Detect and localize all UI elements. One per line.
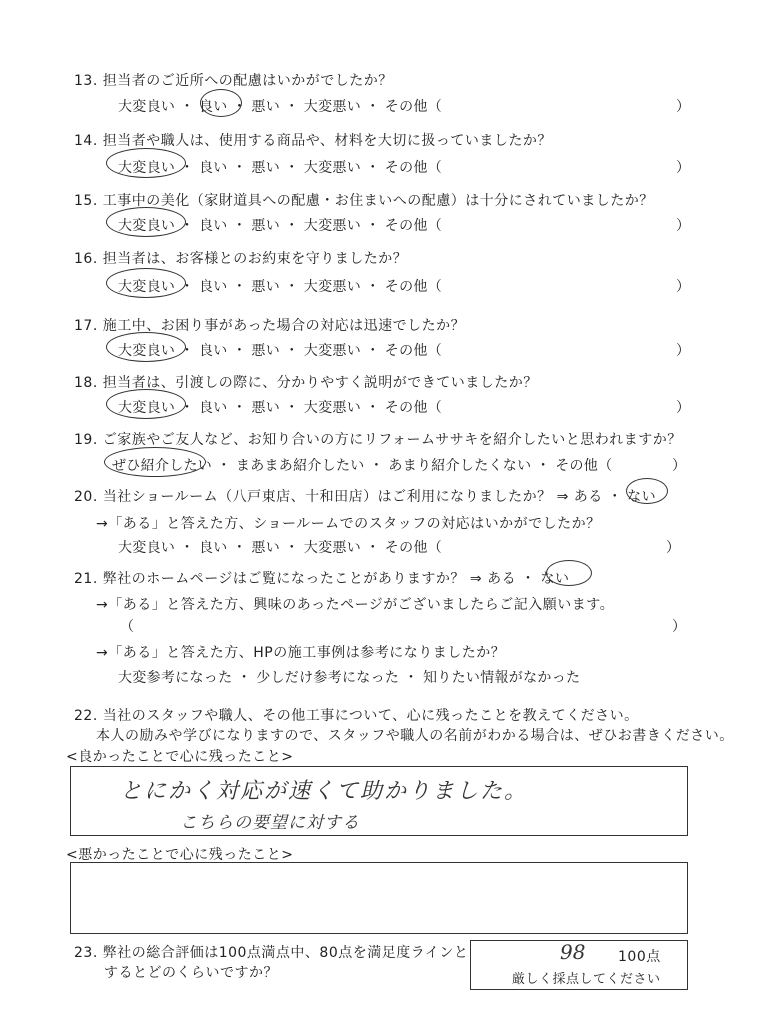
q21-circle-mark (546, 560, 592, 586)
q20-options[interactable]: 大変良い ・ 良い ・ 悪い ・ 大変悪い ・ その他（ (118, 540, 442, 556)
score-note: 厳しく採点してください (512, 972, 661, 987)
q21-paren-close: ） (672, 619, 687, 635)
q21-options[interactable]: 大変参考になった ・ 少しだけ参考になった ・ 知りたい情報がなかった (118, 670, 581, 686)
q16-circle-mark (106, 268, 186, 298)
good-comment-line1: とにかく対応が速くて助かりました。 (120, 779, 529, 804)
q21-question: 21. 弊社のホームページはご覧になったことがありますか？ ⇒ ある ・ ない (74, 571, 570, 587)
q13-close: ） (676, 99, 691, 115)
q17-options[interactable]: 大変良い ・ 良い ・ 悪い ・ 大変悪い ・ その他（ (118, 343, 442, 359)
q18-circle-mark (106, 389, 186, 419)
q20-circle-mark (626, 478, 668, 504)
q21-sub2: →「ある」と答えた方、HPの施工事例は参考になりましたか？ (96, 645, 506, 661)
q23-question-line1: 23. 弊社の総合評価は100点満点中、80点を満足度ラインと (74, 945, 469, 961)
score-value: 98 (560, 940, 586, 964)
q18-options[interactable]: 大変良い ・ 良い ・ 悪い ・ 大変悪い ・ その他（ (118, 400, 442, 416)
q14-circle-mark (106, 148, 186, 178)
q13-question: 13. 担当者のご近所への配慮はいかがでしたか？ (74, 73, 393, 89)
good-label: <良かったことで心に残ったこと> (66, 749, 294, 765)
q19-options[interactable]: ぜひ紹介したい ・ まあまあ紹介したい ・ あまり紹介したくない ・ その他（ (112, 458, 613, 474)
q20-question: 20. 当社ショールーム（八戸東店、十和田店）はご利用になりましたか？ ⇒ ある ・ ない (74, 489, 657, 505)
good-comment-line2: こちらの要望に対する (180, 813, 360, 833)
q18-close: ） (676, 400, 691, 416)
q19-close: ） (672, 458, 687, 474)
q20-close: ） (666, 540, 681, 556)
q18-question: 18. 担当者は、引渡しの際に、分かりやすく説明ができていましたか？ (74, 375, 538, 391)
q17-circle-mark (106, 332, 186, 362)
q22-note: 本人の励みや学びになりますので、スタッフや職人の名前がわかる場合は、ぜひお書きください。 (96, 728, 734, 744)
q15-question: 15. 工事中の美化（家財道具への配慮・お住まいへの配慮）は十分にされていましたか？ (74, 193, 654, 209)
q16-question: 16. 担当者は、お客様とのお約束を守りましたか？ (74, 251, 408, 267)
q15-close: ） (676, 218, 691, 234)
q20-sub: →「ある」と答えた方、ショールームでのスタッフの対応はいかがでしたか？ (96, 516, 601, 532)
q22-question: 22. 当社のスタッフや職人、その他工事について、心に残ったことを教えてください。 (74, 708, 639, 724)
q14-close: ） (676, 160, 691, 176)
q23-question-line2: するとどのくらいですか？ (104, 965, 278, 981)
q19-question: 19. ご家族やご友人など、お知り合いの方にリフォームササキを紹介したいと思われますか？ (74, 432, 682, 448)
q17-close: ） (676, 343, 691, 359)
q16-options[interactable]: 大変良い ・ 良い ・ 悪い ・ 大変悪い ・ その他（ (118, 279, 442, 295)
q14-options[interactable]: 大変良い ・ 良い ・ 悪い ・ 大変悪い ・ その他（ (118, 160, 442, 176)
points-label: 100点 (618, 949, 661, 965)
q21-paren-open[interactable]: （ (120, 619, 135, 635)
q14-question: 14. 担当者や職人は、使用する商品や、材料を大切に扱っていましたか？ (74, 133, 552, 149)
q13-options[interactable]: 大変良い ・ 良い ・ 悪い ・ 大変悪い ・ その他（ (118, 99, 442, 115)
q15-options[interactable]: 大変良い ・ 良い ・ 悪い ・ 大変悪い ・ その他（ (118, 218, 442, 234)
bad-comment-box[interactable] (70, 862, 688, 934)
q13-circle-mark (200, 89, 242, 117)
q19-circle-mark (104, 447, 206, 477)
q15-circle-mark (106, 207, 186, 237)
bad-label: <悪かったことで心に残ったこと> (66, 847, 294, 863)
q16-close: ） (676, 279, 691, 295)
q21-sub1: →「ある」と答えた方、興味のあったページがございましたらご記入願います。 (96, 597, 615, 613)
q17-question: 17. 施工中、お困り事があった場合の対応は迅速でしたか？ (74, 318, 466, 334)
